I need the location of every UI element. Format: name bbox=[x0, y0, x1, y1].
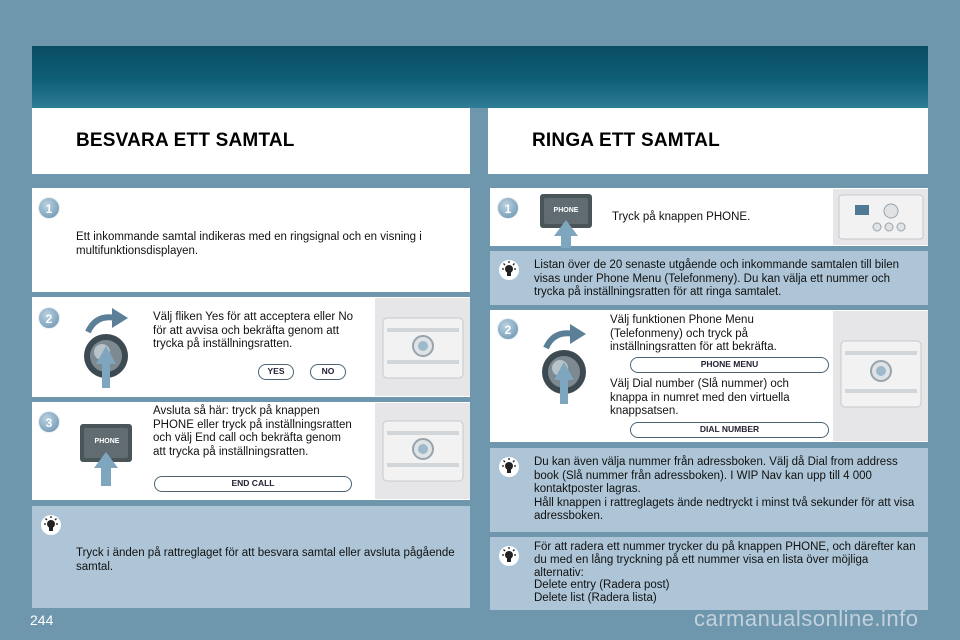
right-tip2-text: Du kan även välja nummer från adressboken. Välj då Dial from address book (Slå nummer från adressboken). I WIP Nav kan upp till 4 000 kontaktposter lagras. Håll knappen i rattreglagets ände nedtryckt i minst två sekunder för att visa adressboken. bbox=[534, 456, 915, 522]
end-call-button[interactable]: END CALL bbox=[154, 476, 352, 492]
head-unit-image bbox=[375, 403, 470, 499]
page-number: 244 bbox=[30, 612, 54, 628]
right-step1-text: Tryck på knappen PHONE. bbox=[612, 211, 751, 223]
right-tip3-text: För att radera ett nummer trycker du på knappen PHONE, och därefter kan du med en lång tryckning på ett nummer visa en lista över möjliga alternativ: Delete entry (Radera post) Delete list (Radera lista) bbox=[534, 541, 916, 605]
step-number-badge: 1 bbox=[38, 197, 60, 219]
step-number-badge: 2 bbox=[38, 307, 60, 329]
no-button[interactable]: NO bbox=[310, 364, 346, 380]
right-step2-text-b: Välj Dial number (Slå nummer) och knappa in numret med den virtuella knappsatsen. bbox=[610, 378, 790, 417]
rotary-knob-icon bbox=[74, 306, 138, 390]
head-unit-image bbox=[833, 189, 928, 245]
header-banner bbox=[32, 46, 928, 108]
yes-button[interactable]: YES bbox=[258, 364, 294, 380]
phone-key-icon bbox=[536, 190, 596, 248]
left-step3-text: Avsluta så här: tryck på knappen PHONE eller tryck på inställningsratten och välj End call och bekräfta genom att trycka på inställningsratten. bbox=[153, 405, 352, 458]
step-number-badge: 1 bbox=[497, 197, 519, 219]
left-tip-text: Tryck i änden på rattreglaget för att besvara samtal eller avsluta pågående samtal. bbox=[76, 547, 455, 573]
dial-number-button[interactable]: DIAL NUMBER bbox=[630, 422, 829, 438]
left-step2-text: Välj fliken Yes för att acceptera eller No för att avvisa och bekräfta genom att trycka på inställningsratten. bbox=[153, 311, 354, 350]
rotary-knob-icon bbox=[532, 322, 596, 406]
left-header-tab-corner bbox=[32, 46, 102, 108]
step-number-badge: 2 bbox=[497, 318, 519, 340]
left-section-header bbox=[32, 108, 470, 174]
phone-key-icon bbox=[78, 412, 136, 488]
phone-menu-button[interactable]: PHONE MENU bbox=[630, 357, 829, 373]
right-tip1-text: Listan över de 20 senaste utgående och inkommande samtalen till bilen visas under Phone Menu (Telefonmeny). Du kan välja ett nummer och trycka på inställningsratten för att ringa samtalet. bbox=[534, 259, 900, 298]
phone-key-label: PHONE bbox=[94, 438, 120, 445]
right-section-title: RINGA ETT SAMTAL bbox=[532, 130, 720, 151]
lightbulb-icon bbox=[498, 259, 520, 281]
lightbulb-icon bbox=[498, 545, 520, 567]
lightbulb-icon bbox=[498, 456, 520, 478]
phone-key-label: PHONE bbox=[553, 207, 579, 214]
head-unit-image bbox=[375, 298, 470, 396]
left-section-title: BESVARA ETT SAMTAL bbox=[76, 130, 295, 151]
step-number-badge: 3 bbox=[38, 411, 60, 433]
watermark: carmanualsonline.info bbox=[694, 606, 919, 631]
left-step1-text: Ett inkommande samtal indikeras med en ringsignal och en visning i multifunktionsdisplayen. bbox=[76, 231, 422, 257]
head-unit-image bbox=[833, 311, 928, 441]
right-section-header bbox=[488, 108, 928, 174]
lightbulb-icon bbox=[40, 514, 62, 536]
right-step2-text-a: Välj funktionen Phone Menu (Telefonmeny) och tryck på inställningsratten för att bekräfta. bbox=[610, 314, 777, 353]
